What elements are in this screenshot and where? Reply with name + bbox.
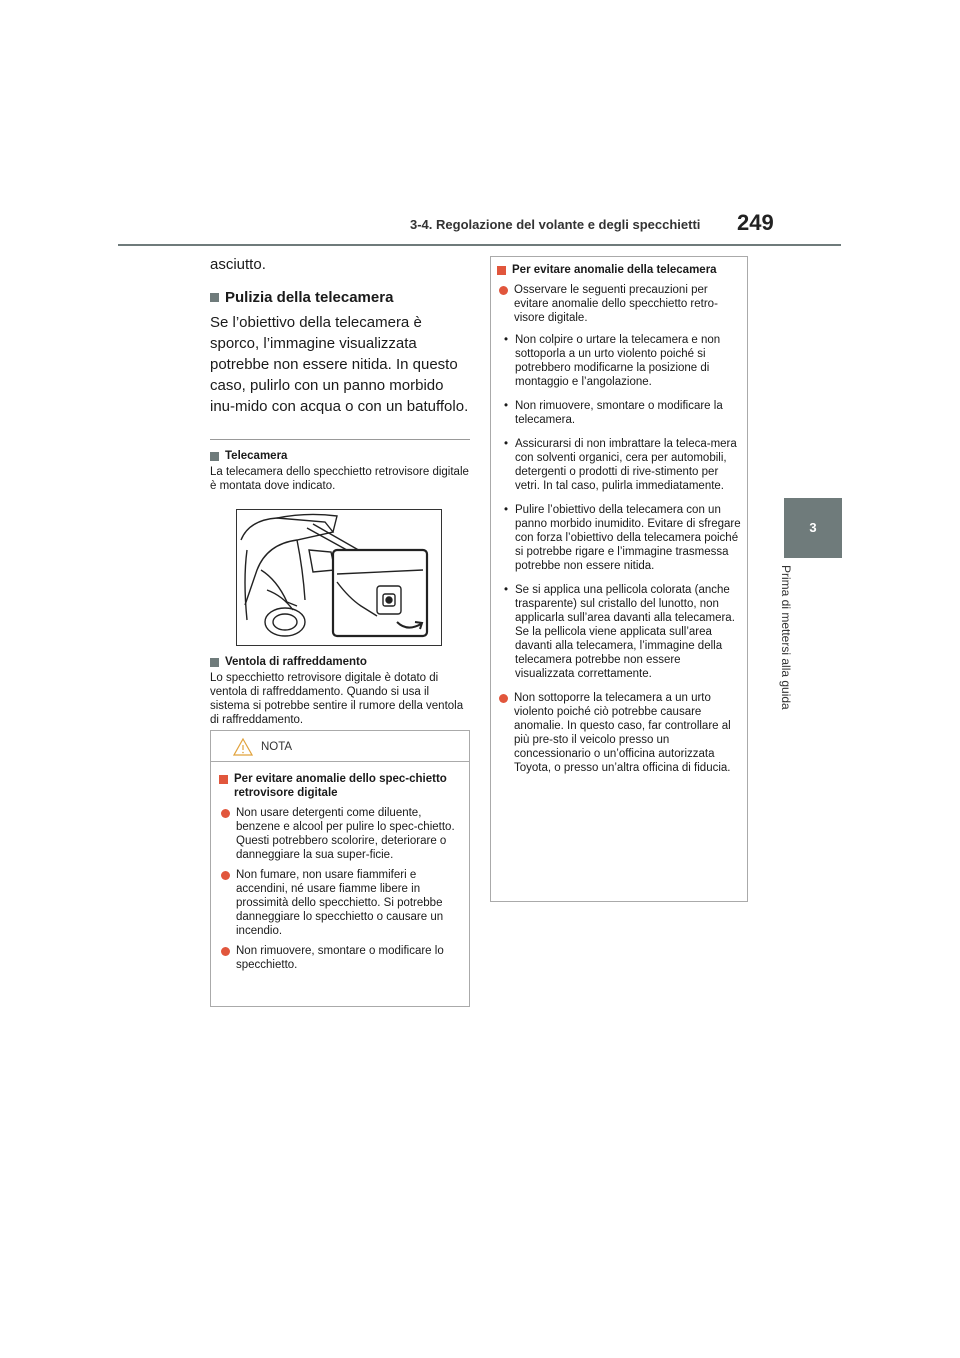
round-bullet-icon	[499, 694, 508, 703]
dot-marker-icon: •	[503, 584, 509, 596]
note-bullet	[219, 868, 463, 938]
precaution-text: Pulire l’obiettivo della telecamera con un panno morbido inumidito. Evitare di sfregare con forza l’obiettivo della telecamera poiché si potrebbe rigare e l’immagine trasmessa potrebbe non essere nitida.	[515, 504, 741, 572]
cleaning-heading	[210, 289, 470, 306]
cleaning-heading-label: Pulizia della telecamera	[225, 289, 394, 306]
note-bullet-text: Non rimuovere, smontare o modificare lo specchietto.	[236, 945, 444, 971]
fan-heading-label: Ventola di raffreddamento	[225, 656, 367, 668]
precautions-final-text: Non sottoporre la telecamera a un urto violento poiché ciò potrebbe causare anomalie. In questo caso, far controllare al più pre-sto il veicolo presso un concessionario o un’officina autorizzata Toyota, o presso un’altra officina di fiducia.	[514, 692, 731, 774]
precaution-item	[497, 503, 741, 573]
intro-text: asciutto.	[210, 256, 266, 273]
dot-marker-icon: •	[503, 334, 509, 346]
dot-marker-icon: •	[503, 504, 509, 516]
camera-location-illustration	[236, 509, 442, 646]
note-body	[211, 762, 469, 972]
note-bullet-text: Non fumare, non usare fiammiferi e accendini, né usare fiamme libere in prossimità dello specchietto. Si potrebbe danneggiare lo specchietto o causare un incendio.	[236, 869, 444, 937]
page-number: 249	[737, 210, 774, 235]
precautions-intro-text: Osservare le seguenti precauzioni per evitare anomalie dello specchietto retro-visore digitale.	[514, 284, 718, 324]
round-bullet-icon	[221, 809, 230, 818]
note-bullet	[219, 806, 463, 862]
note-heading-label: Per evitare anomalie dello spec-chietto retrovisore digitale	[234, 773, 447, 799]
precautions-heading	[497, 263, 741, 277]
note-bullet-text: Non usare detergenti come diluente, benzene e alcool per pulire lo spec-chietto. Questi potrebbero scolorire, deteriorare o danneggiare la sua super-ficie.	[236, 807, 455, 861]
round-bullet-icon	[221, 947, 230, 956]
dot-marker-icon: •	[503, 400, 509, 412]
camera-precautions-box	[490, 256, 748, 902]
fan-text: Lo specchietto retrovisore digitale è dotato di ventola di raffreddamento. Quando si usa il sistema si potrebbe sentire il rumore della ventola di raffreddamento.	[210, 672, 464, 726]
dot-marker-icon: •	[503, 438, 509, 450]
camera-text: La telecamera dello specchietto retrovisore digitale è montata dove indicato.	[210, 466, 469, 492]
precaution-item	[497, 437, 741, 493]
precaution-item	[497, 583, 741, 681]
square-bullet-icon	[210, 658, 219, 667]
precaution-text: Non colpire o urtare la telecamera e non sottoporla a un urto violento poiché si potrebbero modificarne la posizione di montaggio e l’angolazione.	[515, 334, 721, 388]
fan-heading	[210, 656, 470, 668]
precautions-final	[497, 691, 741, 775]
note-bullet	[219, 944, 463, 972]
chapter-number: 3	[809, 520, 817, 535]
chapter-title: Prima di mettersi alla guida	[779, 565, 793, 710]
warning-triangle-icon	[233, 737, 253, 757]
camera-heading	[210, 450, 470, 462]
note-heading	[219, 772, 463, 800]
left-column	[210, 255, 470, 727]
note-box	[210, 730, 470, 1007]
cleaning-text: Se l’obiettivo della telecamera è sporco, l’immagine visualizzata potrebbe non essere nitida. In questo caso, pulirlo con un panno morbido inu-mido con acqua o con un batuffolo.	[210, 314, 469, 415]
round-bullet-icon	[499, 286, 508, 295]
square-bullet-icon	[219, 775, 228, 784]
header-rule	[118, 244, 841, 246]
precaution-item	[497, 399, 741, 427]
precaution-text: Non rimuovere, smontare o modificare la telecamera.	[515, 400, 723, 426]
precaution-text: Se si applica una pellicola colorata (anche trasparente) sul cristallo del lunotto, non applicarla sull’area davanti alla telecamera. Se la pellicola viene applicata sull’area davanti alla telecamera, l’immagine della telecamera potrebbe non essere visualizzata correttamente.	[515, 584, 735, 680]
precautions-intro	[497, 283, 741, 325]
square-bullet-icon	[210, 452, 219, 461]
note-title: NOTA	[261, 741, 293, 753]
section-title: 3-4. Regolazione del volante e degli specchietti	[410, 217, 701, 232]
square-bullet-icon	[210, 293, 219, 302]
precautions-heading-label: Per evitare anomalie della telecamera	[512, 264, 717, 276]
round-bullet-icon	[221, 871, 230, 880]
section-divider	[210, 439, 470, 440]
note-header	[211, 731, 469, 762]
camera-heading-label: Telecamera	[225, 450, 288, 462]
precaution-item	[497, 333, 741, 389]
square-bullet-icon	[497, 266, 506, 275]
precaution-text: Assicurarsi di non imbrattare la teleca-mera con solventi organici, cera per automobili, detergenti o prodotti di rive-stimento per vetri. In tal caso, pulirla immediatamente.	[515, 438, 737, 492]
